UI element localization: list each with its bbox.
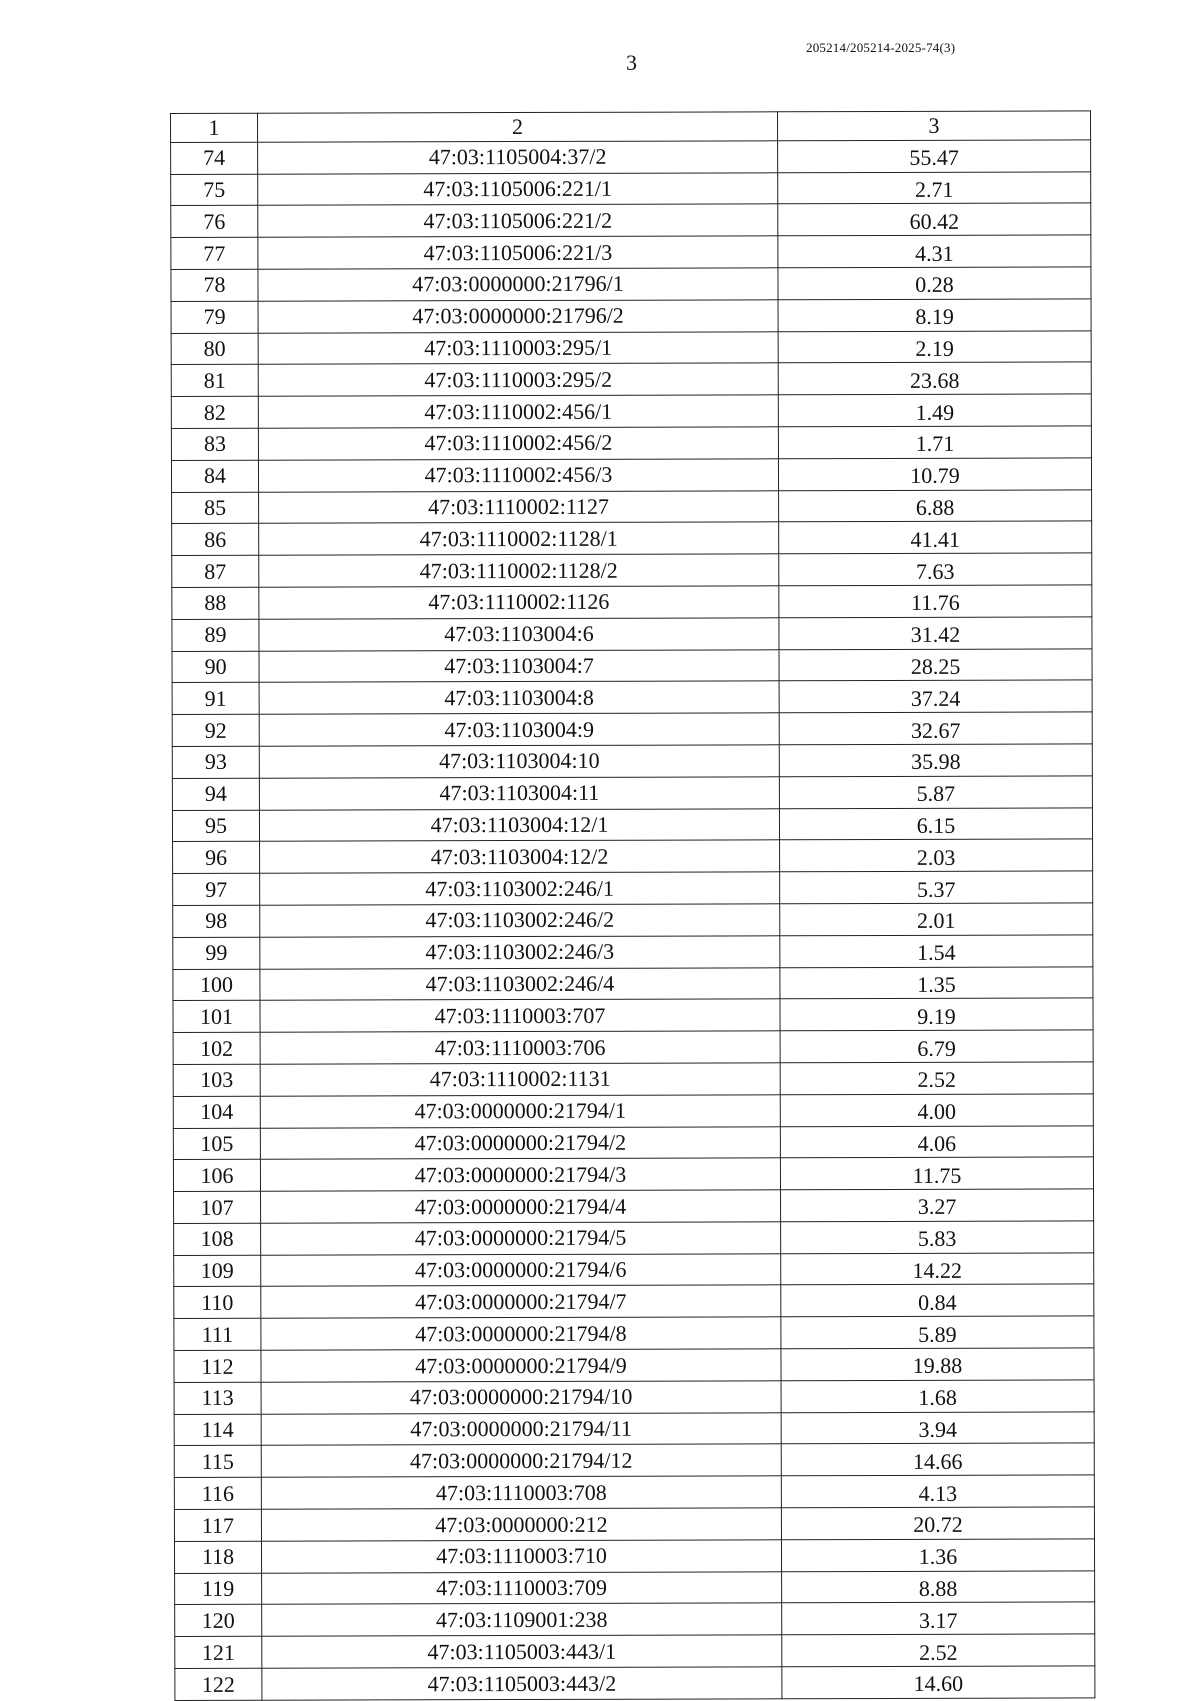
- row-number-cell: 110: [174, 1287, 261, 1319]
- row-number-cell: 80: [171, 333, 258, 365]
- table-row: [172, 807, 1092, 841]
- row-number-cell: 108: [174, 1223, 261, 1255]
- cadastral-number-cell: 47:03:1103004:12/1: [259, 808, 779, 841]
- area-value-cell: 37.24: [779, 680, 1092, 713]
- table-row: [171, 458, 1091, 492]
- table-row: [172, 744, 1092, 778]
- table-row: [172, 776, 1092, 810]
- row-number-cell: 96: [173, 842, 260, 874]
- area-value-cell: 3.94: [781, 1412, 1094, 1445]
- table-row: [173, 1030, 1093, 1064]
- cadastral-number-cell: 47:03:1103004:9: [259, 713, 779, 746]
- area-value-cell: 14.60: [782, 1666, 1095, 1699]
- cadastral-number-cell: 47:03:0000000:21794/10: [261, 1381, 781, 1414]
- area-value-cell: 5.89: [781, 1316, 1094, 1349]
- table-row: [175, 1602, 1095, 1636]
- cadastral-number-cell: 47:03:1105006:221/1: [258, 172, 778, 205]
- area-value-cell: 0.28: [778, 267, 1091, 300]
- table-row: [171, 172, 1091, 206]
- row-number-cell: 86: [172, 524, 259, 556]
- cadastral-number-cell: 47:03:1103002:246/4: [260, 967, 780, 1000]
- table-row: [174, 1284, 1094, 1318]
- cadastral-number-cell: 47:03:1110002:456/3: [258, 459, 778, 492]
- cadastral-number-cell: 47:03:0000000:21794/7: [261, 1285, 781, 1318]
- row-number-cell: 89: [172, 619, 259, 651]
- row-number-cell: 79: [171, 301, 258, 333]
- area-value-cell: 8.88: [782, 1571, 1095, 1604]
- column-header-1: 1: [171, 113, 258, 142]
- row-number-cell: 100: [173, 969, 260, 1001]
- row-number-cell: 109: [174, 1255, 261, 1287]
- cadastral-number-cell: 47:03:1103002:246/2: [260, 904, 780, 937]
- row-number-cell: 84: [171, 460, 258, 492]
- area-value-cell: 1.35: [780, 966, 1093, 999]
- table-row: [173, 1062, 1093, 1096]
- cadastral-number-cell: 47:03:1103004:8: [259, 681, 779, 714]
- area-value-cell: 11.76: [779, 585, 1092, 618]
- table-row: [174, 1443, 1094, 1477]
- cadastral-number-cell: 47:03:1110002:1126: [259, 586, 779, 619]
- table-row: [173, 903, 1093, 937]
- cadastral-number-cell: 47:03:1105003:443/2: [262, 1667, 782, 1700]
- area-value-cell: 1.36: [781, 1539, 1094, 1572]
- table-body: [171, 140, 1095, 1701]
- document-reference: 205214/205214-2025-74(3): [806, 40, 956, 55]
- area-value-cell: 4.31: [778, 235, 1091, 268]
- area-value-cell: 2.52: [782, 1634, 1095, 1667]
- table-row: [172, 553, 1092, 587]
- table-row: [174, 1221, 1094, 1255]
- table-row: [174, 1189, 1094, 1223]
- table-row: [175, 1666, 1095, 1700]
- cadastral-number-cell: 47:03:1109001:238: [262, 1603, 782, 1636]
- area-value-cell: 1.68: [781, 1380, 1094, 1413]
- cadastral-number-cell: 47:03:1110003:706: [260, 1031, 780, 1064]
- area-value-cell: 3.27: [781, 1189, 1094, 1222]
- cadastral-number-cell: 47:03:1110002:456/1: [258, 395, 778, 428]
- cadastral-number-cell: 47:03:1110002:1131: [260, 1063, 780, 1096]
- row-number-cell: 120: [175, 1605, 262, 1637]
- table-row: [172, 489, 1092, 523]
- row-number-cell: 93: [172, 746, 259, 778]
- table-row: [174, 1539, 1094, 1573]
- column-header-2: 2: [258, 112, 778, 142]
- table-row: [171, 426, 1091, 460]
- area-value-cell: 31.42: [779, 617, 1092, 650]
- row-number-cell: 101: [173, 1001, 260, 1033]
- cadastral-number-cell: 47:03:0000000:212: [261, 1508, 781, 1541]
- area-value-cell: 6.79: [780, 1030, 1093, 1063]
- table-row: [173, 1094, 1093, 1128]
- area-value-cell: 20.72: [781, 1507, 1094, 1540]
- row-number-cell: 118: [174, 1541, 261, 1573]
- row-number-cell: 97: [173, 873, 260, 905]
- row-number-cell: 104: [173, 1096, 260, 1128]
- table-row: [174, 1475, 1094, 1509]
- row-number-cell: 119: [175, 1573, 262, 1605]
- cadastral-number-cell: 47:03:1110003:295/2: [258, 363, 778, 396]
- area-value-cell: 23.68: [778, 362, 1091, 395]
- cadastral-number-cell: 47:03:0000000:21794/1: [260, 1095, 780, 1128]
- row-number-cell: 90: [172, 651, 259, 683]
- row-number-cell: 98: [173, 905, 260, 937]
- table-row: [175, 1634, 1095, 1668]
- cadastral-number-cell: 47:03:0000000:21794/8: [261, 1317, 781, 1350]
- row-number-cell: 111: [174, 1319, 261, 1351]
- table-row: [172, 648, 1092, 682]
- table-header: [171, 111, 1091, 142]
- row-number-cell: 74: [171, 142, 258, 174]
- cadastral-number-cell: 47:03:0000000:21794/6: [261, 1253, 781, 1286]
- row-number-cell: 115: [174, 1446, 261, 1478]
- table-row: [171, 267, 1091, 301]
- area-value-cell: 1.49: [778, 394, 1091, 427]
- table-row: [173, 998, 1093, 1032]
- table-row: [172, 521, 1092, 555]
- cadastral-number-cell: 47:03:1103004:12/2: [260, 840, 780, 873]
- area-value-cell: 3.17: [782, 1602, 1095, 1635]
- table-row: [171, 299, 1091, 333]
- area-value-cell: 2.52: [780, 1062, 1093, 1095]
- row-number-cell: 113: [174, 1382, 261, 1414]
- area-value-cell: 10.79: [778, 458, 1091, 491]
- area-value-cell: 5.37: [780, 871, 1093, 904]
- cadastral-number-cell: 47:03:1103002:246/3: [260, 936, 780, 969]
- area-value-cell: 1.71: [778, 426, 1091, 459]
- area-value-cell: 0.84: [781, 1284, 1094, 1317]
- row-number-cell: 77: [171, 237, 258, 269]
- area-value-cell: 6.88: [779, 489, 1092, 522]
- row-number-cell: 76: [171, 206, 258, 238]
- area-value-cell: 28.25: [779, 648, 1092, 681]
- cadastral-number-cell: 47:03:0000000:21794/5: [261, 1222, 781, 1255]
- cadastral-number-cell: 47:03:1110003:707: [260, 999, 780, 1032]
- row-number-cell: 103: [173, 1064, 260, 1096]
- cadastral-number-cell: 47:03:1110002:1127: [259, 490, 779, 523]
- cadastral-number-cell: 47:03:1105004:37/2: [258, 141, 778, 174]
- cadastral-number-cell: 47:03:0000000:21794/9: [261, 1349, 781, 1382]
- area-value-cell: 2.19: [778, 331, 1091, 364]
- row-number-cell: 116: [174, 1478, 261, 1510]
- table-row: [171, 331, 1091, 365]
- row-number-cell: 117: [174, 1509, 261, 1541]
- area-value-cell: 5.83: [781, 1221, 1094, 1254]
- cadastral-number-cell: 47:03:1103004:10: [259, 745, 779, 778]
- area-value-cell: 19.88: [781, 1348, 1094, 1381]
- area-value-cell: 60.42: [778, 203, 1091, 236]
- area-value-cell: 6.15: [779, 807, 1092, 840]
- parcel-table: [170, 110, 1095, 1700]
- row-number-cell: 81: [171, 365, 258, 397]
- table-row: [171, 235, 1091, 269]
- table-row: [171, 203, 1091, 237]
- row-number-cell: 107: [174, 1191, 261, 1223]
- table-row: [171, 140, 1091, 174]
- table-row: [174, 1412, 1094, 1446]
- table-row: [174, 1507, 1094, 1541]
- area-value-cell: 7.63: [779, 553, 1092, 586]
- cadastral-number-cell: 47:03:0000000:21794/12: [261, 1444, 781, 1477]
- row-number-cell: 91: [172, 683, 259, 715]
- table-row: [173, 839, 1093, 873]
- row-number-cell: 92: [172, 714, 259, 746]
- cadastral-number-cell: 47:03:0000000:21794/3: [260, 1158, 780, 1191]
- table-row: [174, 1316, 1094, 1350]
- row-number-cell: 75: [171, 174, 258, 206]
- table-row: [173, 871, 1093, 905]
- area-value-cell: 5.87: [779, 776, 1092, 809]
- cadastral-number-cell: 47:03:0000000:21794/2: [260, 1126, 780, 1159]
- row-number-cell: 82: [171, 396, 258, 428]
- table-row: [174, 1253, 1094, 1287]
- table-row: [173, 966, 1093, 1000]
- row-number-cell: 99: [173, 937, 260, 969]
- area-value-cell: 14.22: [781, 1253, 1094, 1286]
- cadastral-number-cell: 47:03:1110002:1128/1: [259, 522, 779, 555]
- row-number-cell: 85: [172, 492, 259, 524]
- cadastral-number-cell: 47:03:0000000:21794/4: [261, 1190, 781, 1223]
- cadastral-number-cell: 47:03:1110002:456/2: [258, 427, 778, 460]
- table-row: [171, 362, 1091, 396]
- cadastral-number-cell: 47:03:1103002:246/1: [260, 872, 780, 905]
- area-value-cell: 1.54: [780, 935, 1093, 968]
- row-number-cell: 88: [172, 587, 259, 619]
- table-row: [171, 394, 1091, 428]
- row-number-cell: 87: [172, 555, 259, 587]
- area-value-cell: 11.75: [780, 1157, 1093, 1190]
- area-value-cell: 9.19: [780, 998, 1093, 1031]
- table-row: [175, 1571, 1095, 1605]
- cadastral-number-cell: 47:03:1110003:710: [261, 1540, 781, 1573]
- row-number-cell: 105: [173, 1128, 260, 1160]
- cadastral-number-cell: 47:03:1105006:221/3: [258, 236, 778, 269]
- table-row: [173, 1157, 1093, 1191]
- table-header-row: [171, 111, 1091, 142]
- table-row: [174, 1348, 1094, 1382]
- table-row: [172, 585, 1092, 619]
- cadastral-number-cell: 47:03:1110003:708: [261, 1476, 781, 1509]
- cadastral-number-cell: 47:03:1110003:295/1: [258, 331, 778, 364]
- area-value-cell: 2.01: [780, 903, 1093, 936]
- cadastral-number-cell: 47:03:1105003:443/1: [262, 1635, 782, 1668]
- row-number-cell: 83: [171, 428, 258, 460]
- area-value-cell: 2.03: [780, 839, 1093, 872]
- row-number-cell: 112: [174, 1350, 261, 1382]
- area-value-cell: 2.71: [778, 172, 1091, 205]
- area-value-cell: 4.06: [780, 1125, 1093, 1158]
- cadastral-number-cell: 47:03:1103004:11: [259, 777, 779, 810]
- table-row: [173, 935, 1093, 969]
- row-number-cell: 122: [175, 1668, 262, 1700]
- table-row: [173, 1125, 1093, 1159]
- page-number: 3: [626, 50, 637, 75]
- cadastral-number-cell: 47:03:0000000:21794/11: [261, 1412, 781, 1445]
- row-number-cell: 106: [173, 1160, 260, 1192]
- cadastral-number-cell: 47:03:1110003:709: [262, 1571, 782, 1604]
- cadastral-number-cell: 47:03:1103004:7: [259, 649, 779, 682]
- row-number-cell: 121: [175, 1636, 262, 1668]
- cadastral-number-cell: 47:03:1105006:221/2: [258, 204, 778, 237]
- table-row: [172, 712, 1092, 746]
- row-number-cell: 102: [173, 1032, 260, 1064]
- cadastral-number-cell: 47:03:1103004:6: [259, 618, 779, 651]
- area-value-cell: 55.47: [778, 140, 1091, 173]
- area-value-cell: 4.00: [780, 1094, 1093, 1127]
- cadastral-number-cell: 47:03:0000000:21796/1: [258, 268, 778, 301]
- row-number-cell: 78: [171, 269, 258, 301]
- row-number-cell: 94: [172, 778, 259, 810]
- area-value-cell: 14.66: [781, 1443, 1094, 1476]
- area-value-cell: 8.19: [778, 299, 1091, 332]
- row-number-cell: 114: [174, 1414, 261, 1446]
- table-row: [172, 617, 1092, 651]
- cadastral-number-cell: 47:03:0000000:21796/2: [258, 300, 778, 333]
- table-row: [172, 680, 1092, 714]
- cadastral-number-cell: 47:03:1110002:1128/2: [259, 554, 779, 587]
- table-row: [174, 1380, 1094, 1414]
- area-value-cell: 4.13: [781, 1475, 1094, 1508]
- row-number-cell: 95: [172, 810, 259, 842]
- area-value-cell: 32.67: [779, 712, 1092, 745]
- area-value-cell: 41.41: [779, 521, 1092, 554]
- area-value-cell: 35.98: [779, 744, 1092, 777]
- column-header-3: 3: [777, 111, 1090, 141]
